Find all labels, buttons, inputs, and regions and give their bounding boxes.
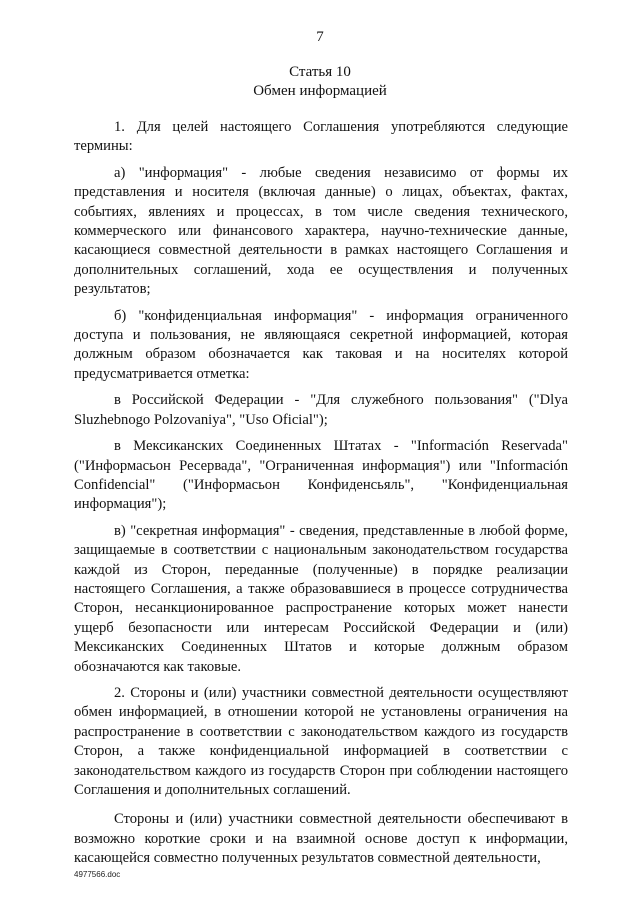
page-number: 7 bbox=[316, 29, 324, 45]
paragraph-definition-a: а) "информация" - любые сведения независимо от формы их представления и носителя (включая данные) о лицах, объектах, фактах, событиях, явлениях и процессах, в том числе сведения технического, коммерческого или финансового характера, научно-технические данные, касающиеся совместной деятельности в рамках настоящего Соглашения и дополнительных соглашений, хода ее осуществления и полученных результатов; bbox=[74, 164, 568, 298]
article-subtitle: Обмен информацией bbox=[253, 83, 387, 99]
paragraph-russia-marking: в Российской Федерации - "Для служебного пользования" ("Dlya Sluzhebnogo Polzovaniya", "Uso Oficial"); bbox=[74, 392, 568, 428]
paragraph-definition-c: в) "секретная информация" - сведения, представленные в любой форме, защищаемые в соответствии с национальным законодательством государства каждой из Сторон, переданные (полученные) в порядке реализации настоящего Соглашения, а также образовавшиеся в процессе сотрудничества Сторон, несанкционированное распространение которых может нанести ущерб безопасности или интересам Российской Федерации и (или) Мексиканских Соединенных Штатов и которые должным образом обозначаются как таковые. bbox=[74, 522, 568, 675]
paragraph-clause-2: 2. Стороны и (или) участники совместной деятельности осуществляют обмен информацией, в отношении которой не установлены ограничения на распространение в соответствии с законодательством каждого из государств Сторон, а также конфиденциальной информацией в соответствии с законодательством каждого из государств Сторон при соблюдении настоящего Соглашения и дополнительных соглашений. bbox=[74, 684, 568, 798]
article-title: Статья 10 bbox=[289, 64, 351, 80]
paragraph-clause-1: 1. Для целей настоящего Соглашения употребляются следующие термины: bbox=[74, 119, 568, 155]
article-heading bbox=[0, 63, 640, 101]
paragraph-definition-b: б) "конфиденциальная информация" - информация ограниченного доступа и пользования, не являющаяся секретной информацией, которая должным образом обозначается как таковая и на носителях которой предусматривается отметка: bbox=[74, 307, 568, 382]
footer-file-name: 4977566.doc bbox=[74, 870, 121, 879]
paragraph-mexico-marking: в Мексиканских Соединенных Штатах - "Información Reservada" ("Информасьон Ресервада", "Ограниченная информация") или "Información Confidencial" ("Информасьон Конфиденсьяль", "Конфиденциальная информация"); bbox=[74, 438, 568, 513]
paragraph-access: Стороны и (или) участники совместной деятельности обеспечивают в возможно короткие сроки и на взаимной основе доступ к информации, касающейся совместно полученных результатов совместной деятельности, bbox=[74, 811, 568, 867]
article-body bbox=[74, 118, 568, 869]
